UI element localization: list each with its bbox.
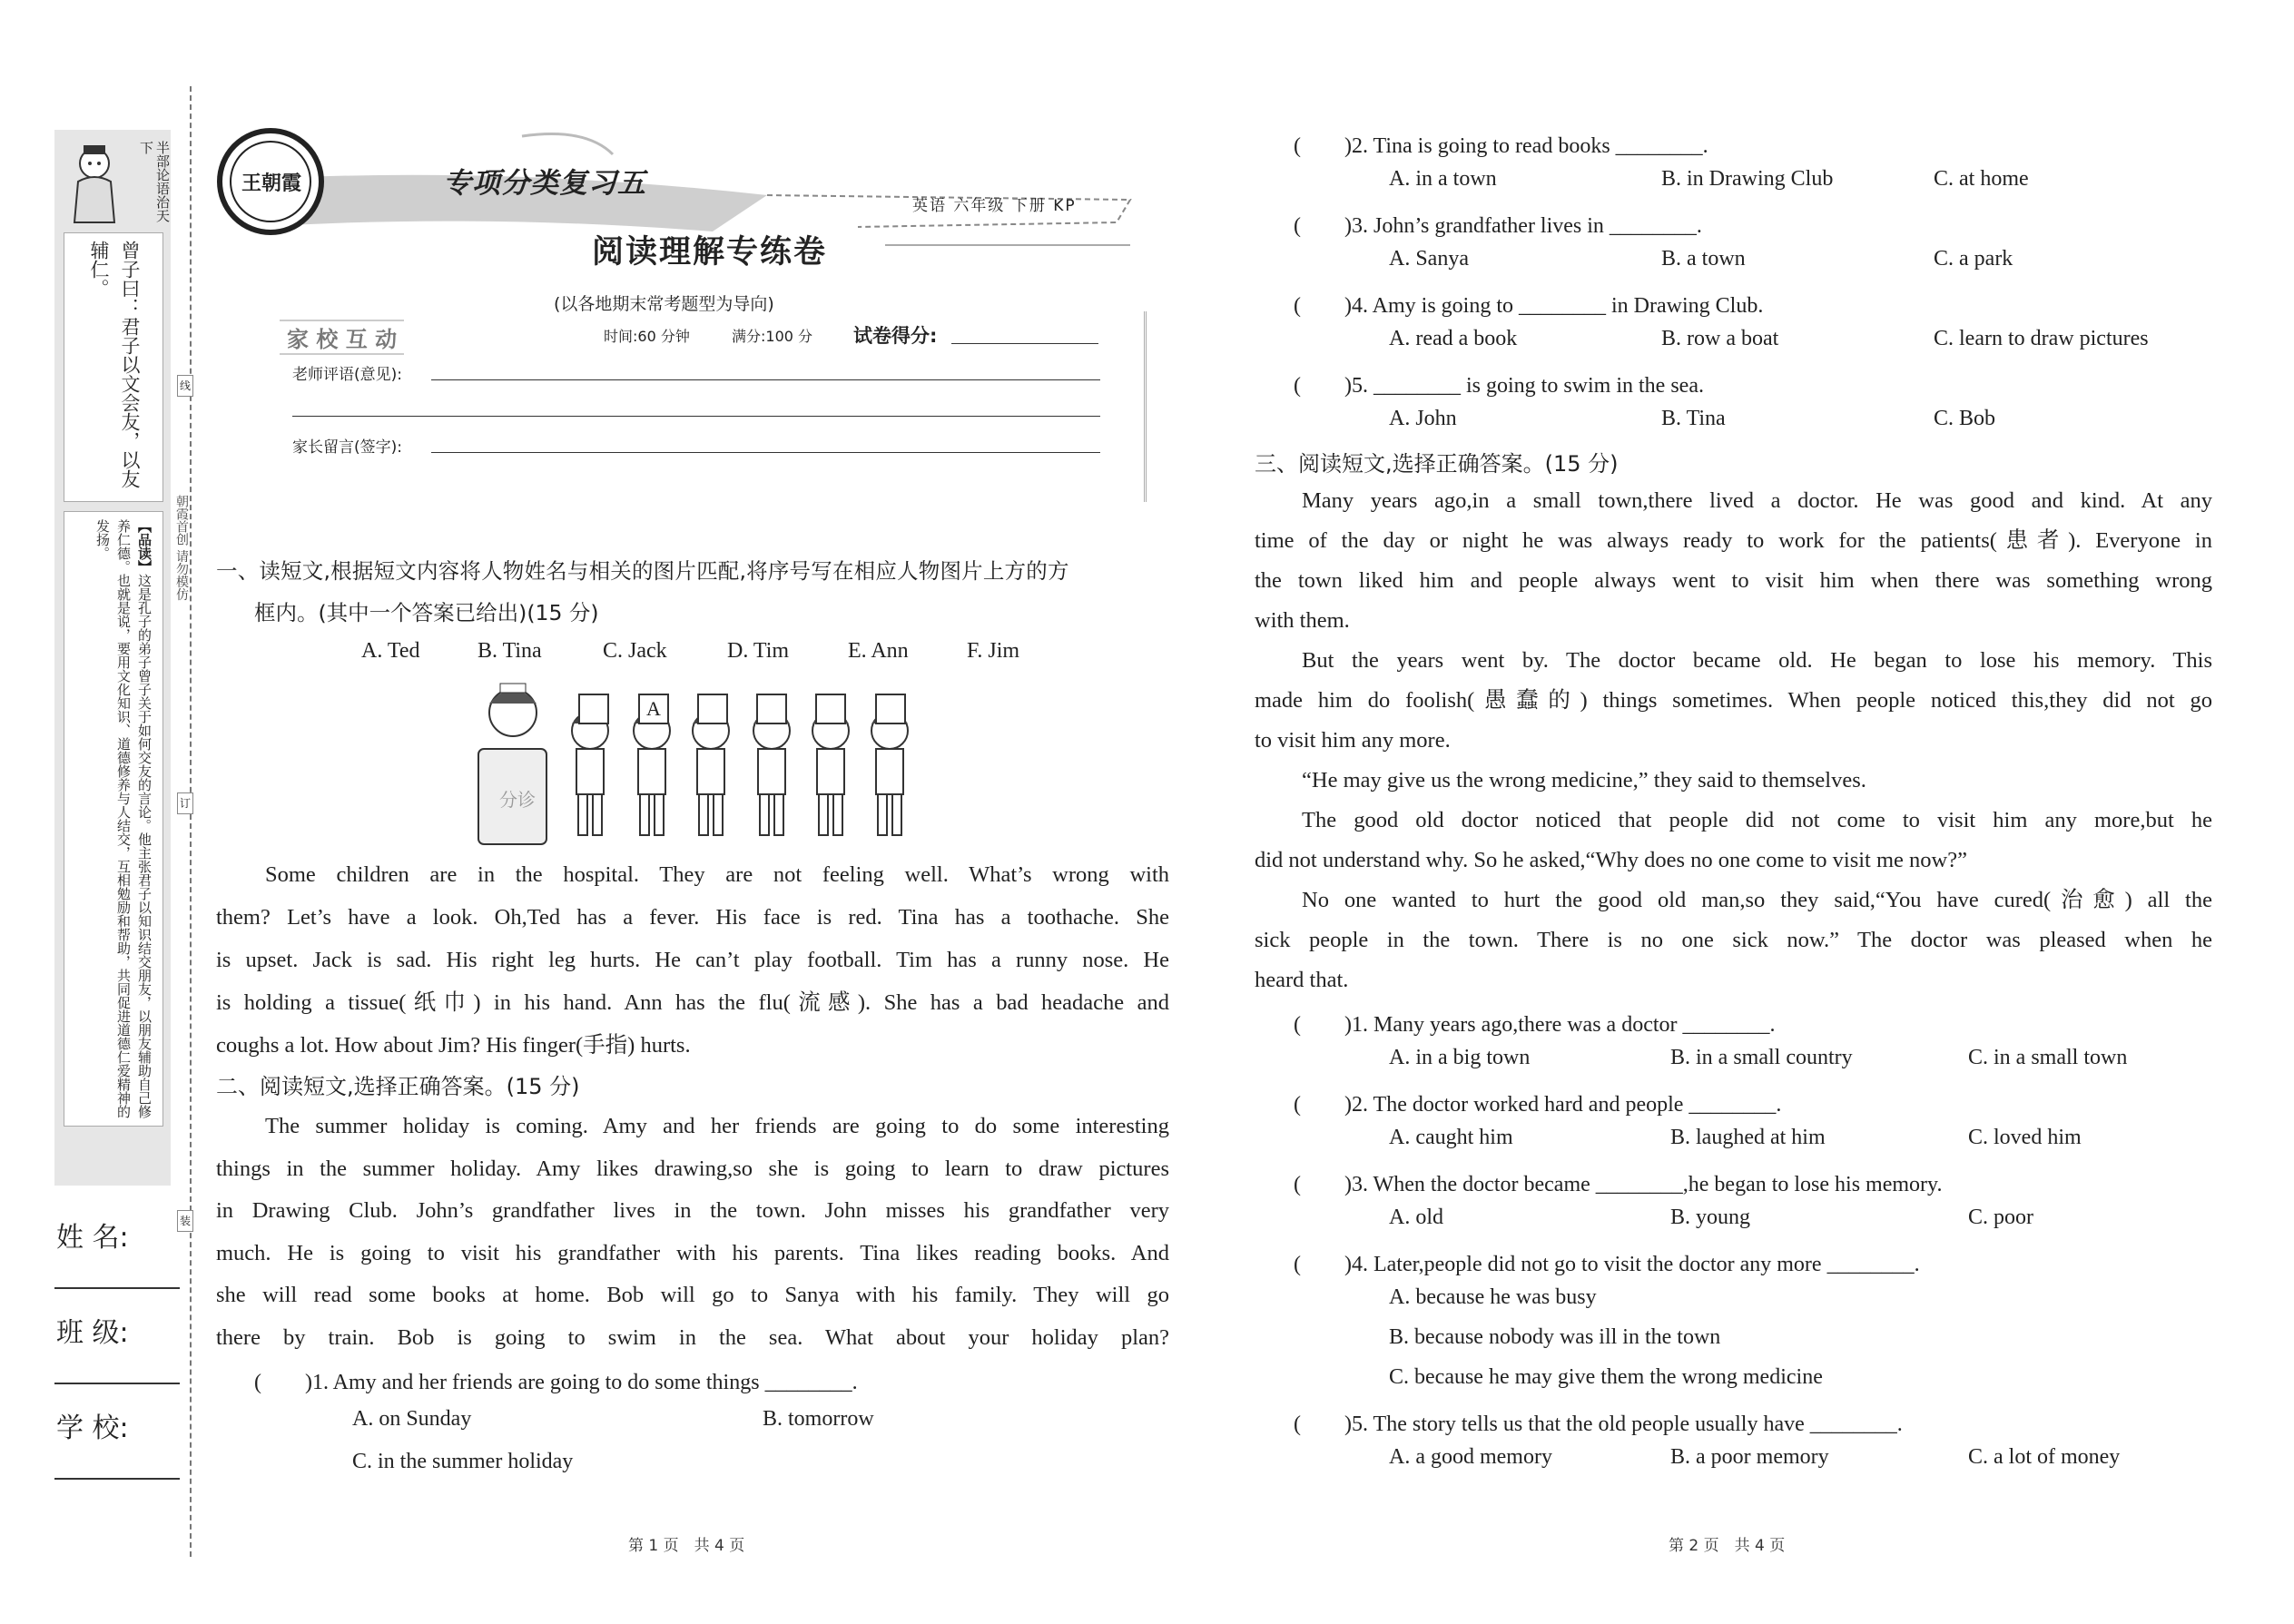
p3-q2-opt-b[interactable]: B. laughed at him xyxy=(1670,1126,1826,1149)
passage-line: coughs a lot. How about Jim? His finger(手指) hurts. xyxy=(216,1033,691,1058)
teacher-comment-field[interactable] xyxy=(431,379,1100,380)
passage-line: “He may give us the wrong medicine,” they said to themselves. xyxy=(1302,768,1866,792)
hospital-illustration xyxy=(468,676,921,849)
answer-box-5[interactable] xyxy=(815,694,846,724)
p3-q2-stem: ( )2. The doctor worked hard and people ________. xyxy=(1294,1093,1782,1117)
part1-passage xyxy=(216,853,1169,1067)
cut-mark-3: 装 xyxy=(177,1210,193,1232)
p2-q2-opt-c[interactable]: C. at home xyxy=(1934,167,2029,191)
p3-q2-opt-a[interactable]: A. caught him xyxy=(1389,1126,1513,1149)
paper-title: 阅读理解专练卷 xyxy=(592,234,828,271)
answer-box-3[interactable] xyxy=(697,694,728,724)
passage-line: But the years went by. The doctor became old. He began to lose his memory. This xyxy=(1302,648,2212,673)
p2-q2-opt-b[interactable]: B. in Drawing Club xyxy=(1661,167,1834,191)
p3-q2-opt-c[interactable]: C. loved him xyxy=(1968,1126,2082,1149)
note-body: 这是孔子的弟子曾子关于如何交友的言论。他主张君子以知识结交朋友，以朋友辅助自己修养仁德。也就是说，要用文化知识、道德修养与人结交，互相勉励和帮助，共同促进道德仁爱精神的发扬。 xyxy=(94,519,153,1118)
name-option-a: A. Ted xyxy=(361,639,420,663)
p3-q4-opt-b[interactable]: B. because nobody was ill in the town xyxy=(1389,1325,1721,1349)
p2-q1-stem: ( )1. Amy and her friends are going to do some things ________. xyxy=(254,1371,858,1394)
passage-line: is holding a tissue(纸巾) in his hand. Ann has the flu(流感). She has a bad headache and xyxy=(216,990,1169,1015)
teacher-comment-line2[interactable] xyxy=(292,416,1100,417)
passage-line: things in the summer holiday. Amy likes drawing,so she is going to learn to draw pictures xyxy=(216,1156,1169,1181)
p2-q1-opt-a[interactable]: A. on Sunday xyxy=(352,1407,472,1431)
p3-q4-stem: ( )4. Later,people did not go to visit the doctor any more ________. xyxy=(1294,1253,1920,1276)
p3-q1-stem: ( )1. Many years ago,there was a doctor ________. xyxy=(1294,1013,1776,1037)
cut-line xyxy=(190,86,192,1557)
p2-q3-opt-b[interactable]: B. a town xyxy=(1661,247,1746,271)
p3-q5-opt-c[interactable]: C. a lot of money xyxy=(1968,1445,2121,1469)
name-option-c: C. Jack xyxy=(603,639,667,663)
p2-q5-opt-a[interactable]: A. John xyxy=(1389,407,1457,430)
part1-instruction-2: 框内。(其中一个答案已给出)(15 分) xyxy=(254,600,599,625)
answer-box-2[interactable]: A xyxy=(638,694,669,724)
name-field[interactable] xyxy=(54,1287,180,1289)
motto-small: 半部论语治天下 xyxy=(138,141,171,222)
part2-instruction: 二、阅读短文,选择正确答案。(15 分) xyxy=(216,1074,580,1099)
p2-q4-opt-b[interactable]: B. row a boat xyxy=(1661,327,1779,350)
passage-line: with them. xyxy=(1255,608,1350,633)
name-option-d: D. Tim xyxy=(727,639,790,663)
passage-line: made him do foolish(愚蠢的) things sometimes. When people noticed this,they did not go xyxy=(1255,688,2212,713)
passage-line: sick people in the town. There is no one sick now.” The doctor was pleased when he xyxy=(1255,928,2212,952)
p3-q1-opt-a[interactable]: A. in a big town xyxy=(1389,1046,1531,1069)
part3-instruction: 三、阅读短文,选择正确答案。(15 分) xyxy=(1255,451,1619,477)
passage-line: them? Let’s have a look. Oh,Ted has a fever. His face is red. Tina has a toothache. She xyxy=(216,905,1169,930)
passage-line: heard that. xyxy=(1255,968,1349,992)
passage-line: The summer holiday is coming. Amy and her friends are going to do some interesting xyxy=(265,1114,1169,1138)
p2-q5-opt-c[interactable]: C. Bob xyxy=(1934,407,1996,430)
passage-line: time of the day or night he was always ready to work for the patients(患者). Everyone in xyxy=(1255,528,2212,553)
passage-line: much. He is going to visit his grandfather with his parents. Tina likes reading books. And xyxy=(216,1240,1169,1265)
parent-message-field[interactable] xyxy=(431,452,1100,453)
teacher-comment-label: 老师评语(意见): xyxy=(292,366,402,384)
page-number-2: 第 2 页 共 4 页 xyxy=(1669,1537,1786,1555)
class-field[interactable] xyxy=(54,1383,180,1384)
p2-q4-stem: ( )4. Amy is going to ________ in Drawing Club. xyxy=(1294,294,1764,318)
passage-line: she will read some books at home. Bob will go to Sanya with his family. They will go xyxy=(216,1283,1169,1307)
passage-line: there by train. Bob is going to swim in the sea. What about your holiday plan? xyxy=(216,1324,1169,1350)
p2-q3-opt-a[interactable]: A. Sanya xyxy=(1389,247,1469,271)
passage-line: The good old doctor noticed that people did not come to visit him any more,but he xyxy=(1302,808,2212,832)
answer-box-6[interactable] xyxy=(875,694,906,724)
score-label: 试卷得分: xyxy=(853,325,938,347)
passage-line: Some children are in the hospital. They are not feeling well. What’s wrong with xyxy=(265,862,1169,887)
full-score: 满分:100 分 xyxy=(732,328,813,345)
scholar-figure xyxy=(60,136,133,227)
subject-tags: 英语 六年级 下册 KP xyxy=(912,197,1077,215)
name-option-f: F. Jim xyxy=(967,639,1020,663)
parent-message-label: 家长留言(签字): xyxy=(292,438,402,457)
p3-q5-opt-a[interactable]: A. a good memory xyxy=(1389,1445,1552,1469)
p3-q1-opt-c[interactable]: C. in a small town xyxy=(1968,1046,2128,1069)
p2-q5-opt-b[interactable]: B. Tina xyxy=(1661,407,1726,430)
p3-q5-stem: ( )5. The story tells us that the old people usually have ________. xyxy=(1294,1412,1903,1436)
p3-q1-opt-b[interactable]: B. in a small country xyxy=(1670,1046,1853,1069)
passage-line: the town liked him and people always went to visit him when there was something wrong xyxy=(1255,568,2212,593)
school-label: 学 校: xyxy=(56,1412,129,1444)
p2-q2-opt-a[interactable]: A. in a town xyxy=(1389,167,1497,191)
passage-line: No one wanted to hurt the good old man,so they said,“You have cured(治愈) all the xyxy=(1302,888,2212,912)
passage-line: did not understand why. So he asked,“Why does no one come to visit me now?” xyxy=(1255,848,1967,872)
copyright-mark: 朝霞首创 请勿模仿 xyxy=(174,495,189,601)
logo-text: 王朝霞 xyxy=(241,172,301,195)
triage-tag: 分诊 xyxy=(499,789,536,811)
p2-q2-stem: ( )2. Tina is going to read books ________. xyxy=(1294,134,1708,158)
p2-q3-stem: ( )3. John’s grandfather lives in ________. xyxy=(1294,214,1702,238)
part2-passage xyxy=(216,1106,1169,1359)
part3-passage xyxy=(1255,481,2212,1000)
note-title: 【品读】 xyxy=(136,519,153,574)
p2-q3-opt-c[interactable]: C. a park xyxy=(1934,247,2013,271)
passage-line: Many years ago,in a small town,there lived a doctor. He was good and kind. At any xyxy=(1302,488,2212,513)
p3-q3-opt-c[interactable]: C. poor xyxy=(1968,1206,2033,1229)
part1-instruction-1: 一、读短文,根据短文内容将人物姓名与相关的图片匹配,将序号写在相应人物图片上方的方 xyxy=(216,558,1069,584)
score-field[interactable] xyxy=(951,343,1098,344)
series-title: 专项分类复习五 xyxy=(443,167,646,200)
p3-q3-opt-a[interactable]: A. old xyxy=(1389,1206,1443,1229)
p3-q4-opt-a[interactable]: A. because he was busy xyxy=(1389,1285,1597,1309)
passage-line: is upset. Jack is sad. His right leg hurts. He can’t play football. Tim has a runny nose. He xyxy=(216,948,1169,972)
p3-q3-stem: ( )3. When the doctor became ________,he began to lose his memory. xyxy=(1294,1173,1943,1196)
p3-q4-opt-c[interactable]: C. because he may give them the wrong medicine xyxy=(1389,1365,1823,1389)
name-option-e: E. Ann xyxy=(848,639,909,663)
cut-mark-1: 线 xyxy=(177,375,193,397)
p3-q3-opt-b[interactable]: B. young xyxy=(1670,1206,1751,1229)
p3-q5-opt-b[interactable]: B. a poor memory xyxy=(1670,1445,1829,1469)
p2-q4-opt-c[interactable]: C. learn to draw pictures xyxy=(1934,327,2149,350)
page-number-1: 第 1 页 共 4 页 xyxy=(628,1537,745,1555)
class-label: 班 级: xyxy=(56,1317,129,1349)
p2-q1-opt-c[interactable]: C. in the summer holiday xyxy=(352,1450,574,1473)
answer-box-1[interactable] xyxy=(578,694,609,724)
paper-subtitle: (以各地期末常考题型为导向) xyxy=(554,294,774,314)
time-info: 时间:60 分钟 xyxy=(604,328,690,345)
cut-mark-2: 订 xyxy=(177,792,193,814)
name-option-b: B. Tina xyxy=(478,639,542,663)
passage-line: in Drawing Club. John’s grandfather lives in the town. John misses his grandfather very xyxy=(216,1198,1169,1223)
p2-q4-opt-a[interactable]: A. read a book xyxy=(1389,327,1518,350)
note-text xyxy=(71,519,154,1118)
school-field[interactable] xyxy=(54,1478,180,1480)
p2-q1-opt-b[interactable]: B. tomorrow xyxy=(763,1407,874,1431)
name-label: 姓 名: xyxy=(56,1222,129,1254)
confucius-quote: 曾子曰：君子以文会友，以友辅仁。 xyxy=(88,241,141,488)
passage-line: to visit him any more. xyxy=(1255,728,1451,753)
home-school-tag: 家 校 互 动 xyxy=(280,320,404,355)
answer-box-4[interactable] xyxy=(756,694,787,724)
p2-q5-stem: ( )5. ________ is going to swim in the sea. xyxy=(1294,374,1704,398)
